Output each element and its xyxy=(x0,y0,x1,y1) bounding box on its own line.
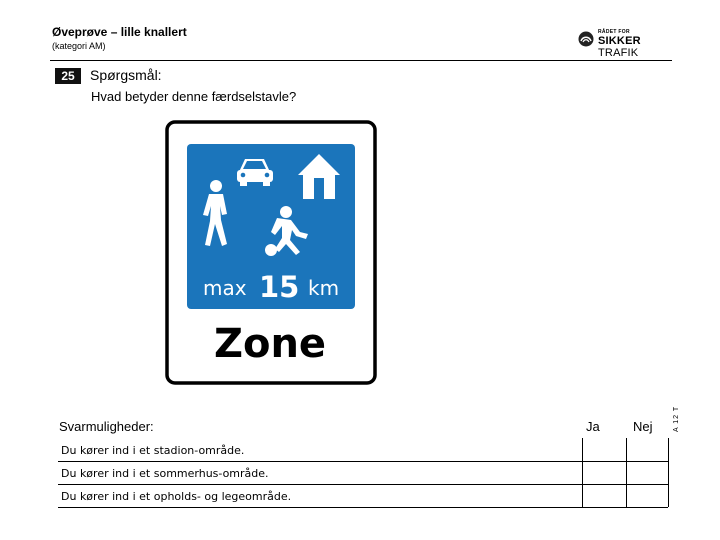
logo-emblem-icon xyxy=(578,31,594,47)
logo-bold-word: SIKKER xyxy=(598,35,641,47)
answer-option-text: Du kører ind i et opholds- og legeområde. xyxy=(61,490,292,503)
page-title: Øveprøve – lille knallert xyxy=(52,25,187,39)
answer-row xyxy=(58,484,668,508)
sign-zone-text: Zone xyxy=(213,321,327,367)
answer-option-text: Du kører ind i et stadion-område. xyxy=(61,444,245,457)
question-label: Spørgsmål: xyxy=(90,67,162,83)
logo-small-text: RÅDET FOR xyxy=(598,29,630,35)
logo-light-word: TRAFIK xyxy=(598,47,639,59)
answer-option-text: Du kører ind i et sommerhus-område. xyxy=(61,467,269,480)
sign-speed-unit: km xyxy=(308,276,340,300)
sign-speed-prefix: max xyxy=(203,276,247,300)
answer-yes-checkbox[interactable] xyxy=(582,461,627,484)
answer-row xyxy=(58,461,668,485)
answer-no-checkbox[interactable] xyxy=(626,484,669,507)
header-divider xyxy=(50,60,672,61)
answer-no-checkbox[interactable] xyxy=(626,438,669,461)
sikker-trafik-logo xyxy=(578,27,678,59)
question-text: Hvad betyder denne færdselstavle? xyxy=(91,89,297,104)
traffic-sign xyxy=(165,120,377,385)
answer-table xyxy=(58,438,668,507)
question-code: A 12 T xyxy=(673,405,680,432)
answer-yes-checkbox[interactable] xyxy=(582,438,627,461)
yes-column-label: Ja xyxy=(586,419,600,434)
question-number: 25 xyxy=(55,68,81,84)
sign-speed-value: 15 xyxy=(259,270,300,304)
answer-row xyxy=(58,438,668,462)
page-subtitle: (kategori AM) xyxy=(52,41,106,51)
answer-yes-checkbox[interactable] xyxy=(582,484,627,507)
logo-big-text xyxy=(598,35,678,59)
ball-icon xyxy=(265,244,277,256)
answer-no-checkbox[interactable] xyxy=(626,461,669,484)
answer-options-heading: Svarmuligheder: xyxy=(59,419,154,434)
no-column-label: Nej xyxy=(633,419,653,434)
